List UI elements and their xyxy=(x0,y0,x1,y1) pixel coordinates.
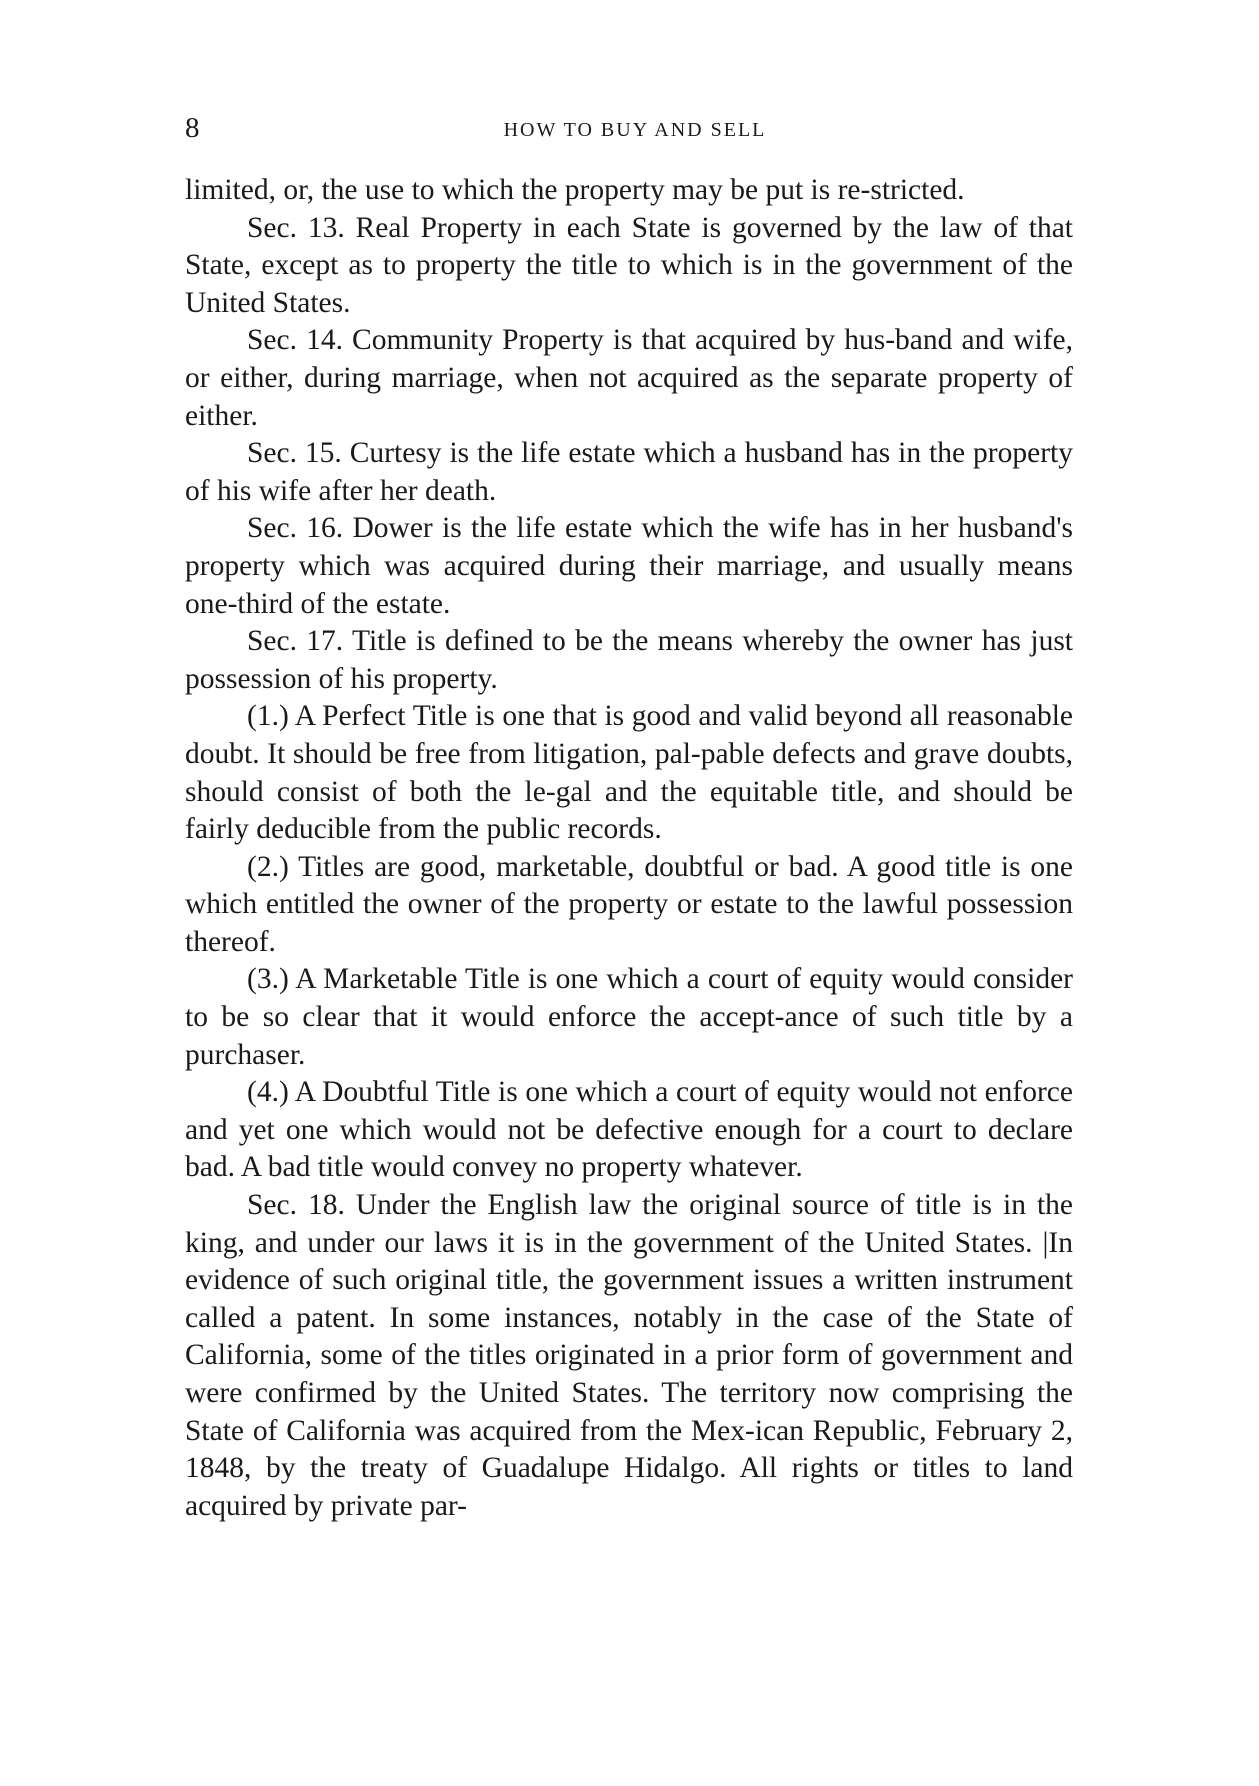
paragraph-sec-14: Sec. 14. Community Property is that acquired by hus-band and wife, or either, during marriage, when not acquired as the separate property of either. xyxy=(185,324,1073,432)
page-number: 8 xyxy=(185,112,200,144)
paragraph-marketable-title: (3.) A Marketable Title is one which a court of equity would consider to be so clear that it would enforce the accept-ance of such title by a purchaser. xyxy=(185,963,1073,1071)
paragraph-continuation: limited, or, the use to which the property may be put is re-stricted. xyxy=(185,174,965,206)
running-title: HOW TO BUY AND SELL xyxy=(503,119,767,141)
paragraph-doubtful-title: (4.) A Doubtful Title is one which a court of equity would not enforce and yet one which would not be defective enough for a court to declare bad. A bad title would convey no property whatever. xyxy=(185,1076,1073,1184)
paragraph-title-kinds: (2.) Titles are good, marketable, doubtful or bad. A good title is one which entitled the owner of the property or estate to the lawful possession thereof. xyxy=(185,850,1073,958)
paragraph-sec-17: Sec. 17. Title is defined to be the means whereby the owner has just possession of his property. xyxy=(185,625,1073,695)
paragraph-sec-15: Sec. 15. Curtesy is the life estate which a husband has in the property of his wife after her death. xyxy=(185,437,1073,507)
paragraph-perfect-title: (1.) A Perfect Title is one that is good and valid beyond all reasonable doubt. It should be free from litigation, pal-pable defects and grave doubts, should consist of both the le-gal and the equitable title, and should be fairly deducible from the public records. xyxy=(185,700,1073,846)
body-text xyxy=(185,172,1073,1525)
paragraph-sec-13: Sec. 13. Real Property in each State is governed by the law of that State, except as to property the title to which is in the government of the United States. xyxy=(185,211,1073,319)
paragraph-sec-16: Sec. 16. Dower is the life estate which the wife has in her husband's property which was acquired during their marriage, and usually means one-third of the estate. xyxy=(185,512,1073,620)
running-head xyxy=(185,108,1075,148)
paragraph-sec-18: Sec. 18. Under the English law the original source of title is in the king, and under our laws it is in the government of the United States. |In evidence of such original title, the government issues a written instrument called a patent. In some instances, notably in the case of the State of California, some of the titles originated in a prior form of government and were confirmed by the United States. The territory now comprising the State of California was acquired from the Mex-ican Republic, February 2, 1848, by the treaty of Guadalupe Hidalgo. All rights or titles to land acquired by private par- xyxy=(185,1189,1073,1522)
